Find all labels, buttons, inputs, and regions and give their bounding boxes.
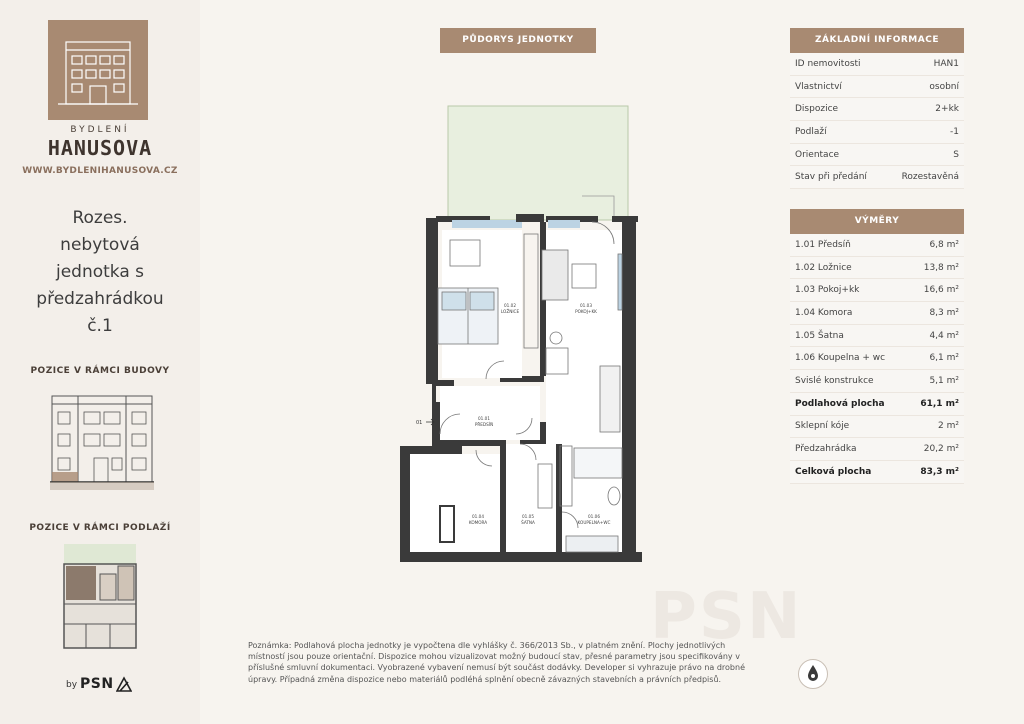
area-value: 20,2 m²	[923, 444, 959, 455]
room-name: ŠATNA	[521, 520, 535, 525]
info-label: Stav při předání	[795, 172, 867, 183]
area-row	[790, 279, 964, 302]
area-label: 1.05 Šatna	[795, 330, 844, 341]
by-label: by	[66, 680, 78, 690]
info-row	[790, 121, 964, 144]
building-logo-icon	[48, 20, 148, 120]
room-code: 01.01	[478, 416, 490, 421]
area-value: 5,1 m²	[929, 375, 959, 386]
floor-position-title: POZICE V RÁMCI PODLAŽÍ	[29, 523, 171, 533]
area-label: Celková plocha	[795, 466, 872, 477]
area-row	[790, 325, 964, 348]
areas-title: VÝMĚRY	[790, 209, 964, 234]
area-value: 4,4 m²	[929, 330, 959, 341]
brand-name: HANUSOVA	[47, 136, 153, 160]
info-label: ID nemovitosti	[795, 58, 861, 69]
room-code: 01.06	[588, 514, 600, 519]
area-row	[790, 347, 964, 370]
area-label: Předzahrádka	[795, 444, 857, 455]
area-label: 1.06 Koupelna + wc	[795, 353, 886, 364]
sidebar	[0, 0, 200, 724]
area-row	[790, 302, 964, 325]
unit-title-line: jednotka s	[55, 262, 145, 282]
room-code: 01.03	[580, 303, 592, 308]
area-value: 8,3 m²	[929, 307, 959, 318]
psn-logo: PSN	[80, 676, 114, 692]
area-row	[790, 416, 964, 439]
watermark: PSN	[650, 580, 803, 654]
floor-position-drawing	[60, 544, 140, 650]
area-value: 6,1 m²	[929, 353, 959, 364]
floor-plan	[396, 104, 648, 564]
front-garden	[448, 106, 628, 220]
unit-title-line: Rozes.	[72, 208, 128, 228]
area-row	[790, 234, 964, 257]
info-label: Dispozice	[795, 104, 839, 115]
area-row	[790, 257, 964, 280]
info-value: Rozestavěná	[901, 172, 959, 183]
brand-url[interactable]: WWW.BYDLENIHANUSOVA.CZ	[22, 166, 178, 176]
brand-subtitle: BYDLENÍ	[70, 125, 130, 135]
area-value: 13,8 m²	[923, 262, 959, 273]
entrance-label: 01	[416, 420, 423, 426]
area-row-total	[790, 393, 964, 416]
info-row	[790, 144, 964, 167]
area-label: 1.01 Předsíň	[795, 239, 851, 250]
unit-title-line: č.1	[87, 316, 113, 336]
basic-info-title: ZÁKLADNÍ INFORMACE	[790, 28, 964, 53]
disclaimer-note: Poznámka: Podlahová plocha jednotky je vypočtena dle vyhlášky č. 366/2013 Sb., v platném znění. Plochy jednotlivých místností jsou pouze orientační. Dispozice mohou vizualizovat možný budoucí stav, přesné parametry jsou specifikovány v příslušné smluvní dokumentaci. Vyobrazené vybavení nemusí být součást dodávky. Developer si vyhrazuje právo na drobné úpravy. Případná změna dispozice nebo materiálů podléhá splnění obecně závazných stavebních a právních předpisů.	[248, 641, 745, 684]
psn-mark-icon	[116, 676, 132, 692]
area-row	[790, 370, 964, 393]
area-row-total	[790, 461, 964, 484]
plan-title: PŮDORYS JEDNOTKY	[440, 28, 596, 53]
areas-panel	[790, 209, 964, 484]
area-value: 6,8 m²	[929, 239, 959, 250]
area-label: Podlahová plocha	[795, 398, 885, 409]
unit-title-line: předzahrádkou	[36, 289, 164, 309]
room-code: 01.02	[504, 303, 516, 308]
info-label: Orientace	[795, 149, 840, 160]
info-row	[790, 166, 964, 189]
area-row	[790, 438, 964, 461]
info-row	[790, 53, 964, 76]
room-name: LOŽNICE	[500, 309, 520, 314]
info-value: S	[953, 149, 959, 160]
area-value: 16,6 m²	[923, 285, 959, 296]
room-name: POKOJ+KK	[575, 309, 597, 314]
area-value: 2 m²	[938, 421, 959, 432]
area-label: 1.02 Ložnice	[795, 262, 852, 273]
area-value: 61,1 m²	[920, 398, 959, 409]
info-row	[790, 98, 964, 121]
room-name: PŘEDSÍŇ	[474, 422, 494, 427]
area-label: 1.04 Komora	[795, 307, 853, 318]
room-code: 01.05	[522, 514, 534, 519]
room-name: KOUPELNA+WC	[577, 520, 611, 525]
compass	[798, 659, 828, 689]
info-label: Podlaží	[795, 126, 827, 137]
basic-info-panel	[790, 28, 964, 189]
area-label: Svislé konstrukce	[795, 375, 874, 386]
unit-title	[20, 205, 180, 340]
area-label: 1.03 Pokoj+kk	[795, 285, 860, 296]
area-label: Sklepní kóje	[795, 421, 850, 432]
info-label: Vlastnictví	[795, 81, 842, 92]
info-value: 2+kk	[935, 104, 959, 115]
room-code: 01.04	[472, 514, 484, 519]
info-value: osobní	[929, 81, 959, 92]
area-value: 83,3 m²	[920, 466, 959, 477]
info-value: -1	[950, 126, 959, 137]
info-row	[790, 76, 964, 99]
building-position-title: POZICE V RÁMCI BUDOVY	[30, 366, 170, 376]
north-arrow-icon	[799, 660, 827, 688]
room-name: KOMORA	[468, 520, 488, 525]
building-position-drawing	[50, 386, 154, 492]
brand-logo	[48, 20, 148, 120]
unit-title-line: nebytová	[60, 235, 140, 255]
info-value: HAN1	[933, 58, 959, 69]
